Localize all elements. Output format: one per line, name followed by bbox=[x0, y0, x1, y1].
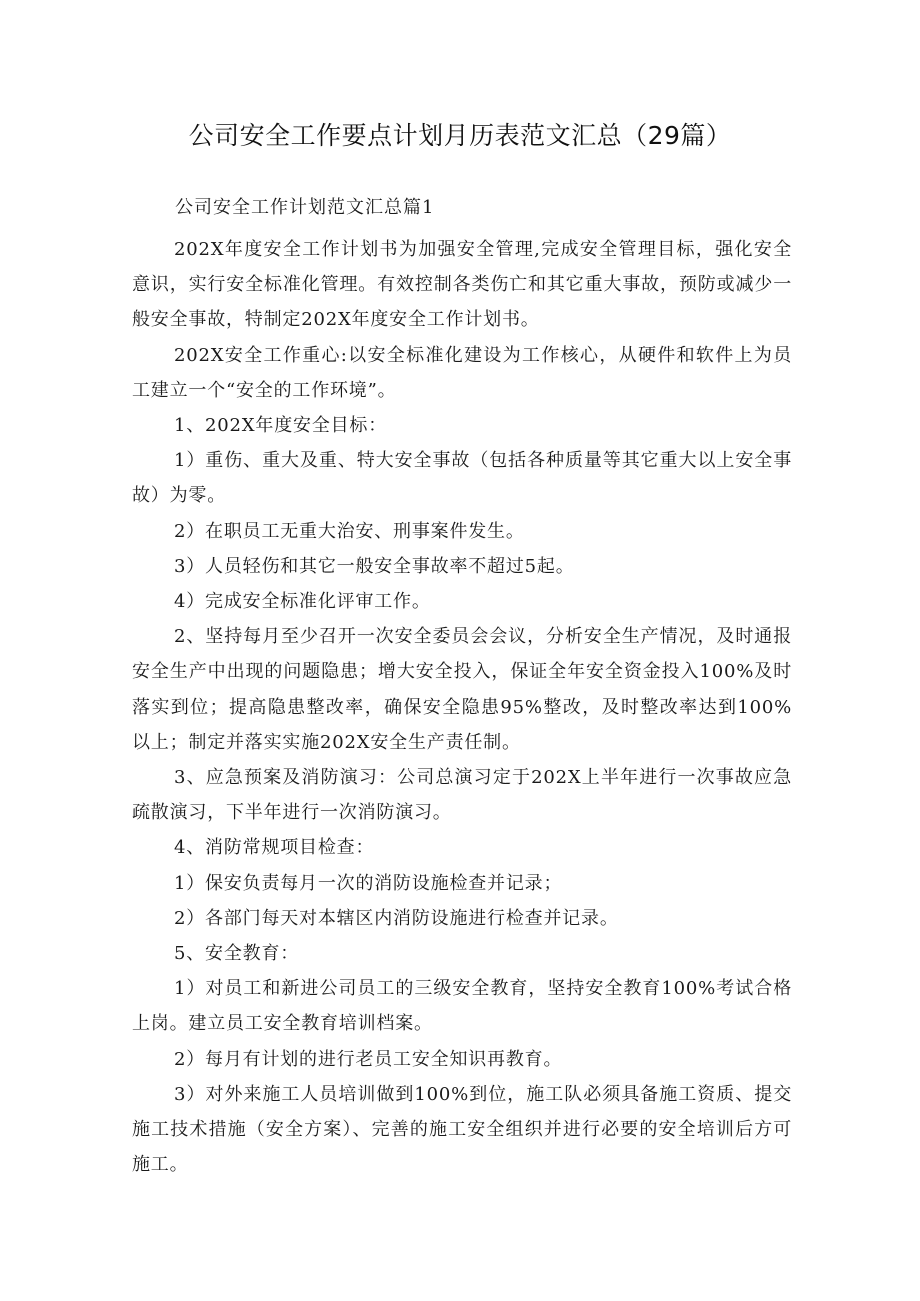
document-body bbox=[132, 232, 792, 1182]
paragraph: 1）重伤、重大及重、特大安全事故（包括各种质量等其它重大以上安全事故）为零。 bbox=[132, 450, 792, 507]
paragraph: 2）每月有计划的进行老员工安全知识再教育。 bbox=[174, 1048, 563, 1070]
paragraph: 1）对员工和新进公司员工的三级安全教育，坚持安全教育100%考试合格上岗。建立员工安全教育培训档案。 bbox=[132, 978, 792, 1035]
paragraph: 202X年度安全工作计划书为加强安全管理,完成安全管理目标，强化安全意识，实行安全标准化管理。有效控制各类伤亡和其它重大事故，预防或减少一般安全事故，特制定202X年度安全工作计划书。 bbox=[132, 239, 792, 331]
paragraph: 3）对外来施工人员培训做到100%到位，施工队必须具备施工资质、提交施工技术措施（安全方案）、完善的施工安全组织并进行必要的安全培训后方可施工。 bbox=[132, 1083, 792, 1176]
paragraph: 2、坚持每月至少召开一次安全委员会会议，分析安全生产情况，及时通报安全生产中出现的问题隐患；增大安全投入，保证全年安全资金投入100%及时落实到位；提高隐患整改率，确保安全隐患95%整改，及时整改率达到100%以上；制定并落实实施202X安全生产责任制。 bbox=[132, 626, 792, 753]
paragraph: 1、202X年度安全目标： bbox=[174, 415, 388, 437]
section-heading: 公司安全工作计划范文汇总篇1 bbox=[175, 197, 435, 218]
paragraph: 5、安全教育： bbox=[174, 943, 300, 965]
paragraph: 2）各部门每天对本辖区内消防设施进行检查并记录。 bbox=[174, 907, 619, 929]
paragraph: 4、消防常规项目检查： bbox=[174, 837, 375, 859]
paragraph: 3、应急预案及消防演习：公司总演习定于202X上半年进行一次事故应急疏散演习，下半年进行一次消防演习。 bbox=[132, 767, 792, 824]
paragraph: 2）在职员工无重大治安、刑事案件发生。 bbox=[174, 520, 525, 542]
paragraph: 202X安全工作重心:以安全标准化建设为工作核心，从硬件和软件上为员工建立一个“安全的工作环境”。 bbox=[132, 344, 792, 401]
paragraph: 1）保安负责每月一次的消防设施检查并记录； bbox=[174, 872, 563, 894]
document-title: 公司安全工作要点计划月历表范文汇总（29篇） bbox=[188, 121, 732, 150]
paragraph: 4）完成安全标准化评审工作。 bbox=[174, 591, 431, 613]
paragraph: 3）人员轻伤和其它一般安全事故率不超过5起。 bbox=[174, 555, 575, 577]
